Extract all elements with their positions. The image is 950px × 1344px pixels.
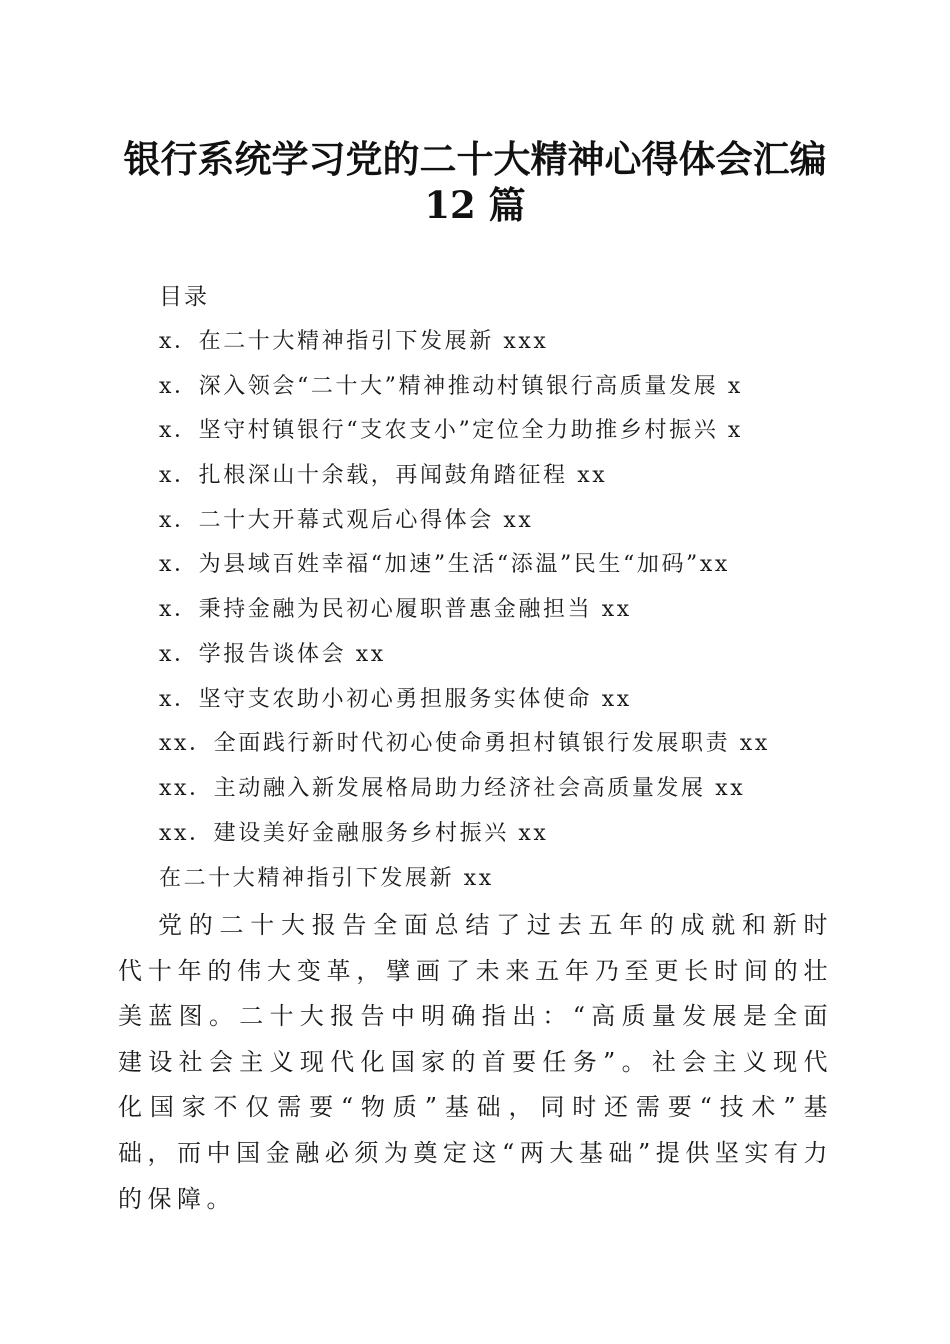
toc-item: xx．主动融入新发展格局助力经济社会高质量发展 xx <box>159 775 746 801</box>
toc-heading: 目录 <box>159 284 209 310</box>
body-paragraph: 党的二十大报告全面总结了过去五年的成就和新时代十年的伟大变革，擘画了未来五年乃至更长时间的壮美蓝图。二十大报告中明确指出：“高质量发展是全面建设社会主义现代化国家的首要任务”。社会主义现代化国家不仅需要“物质”基础，同时还需要“技术”基础，而中国金融必须为奠定这“两大基础”提供坚实有力的保障。 <box>118 911 833 1213</box>
toc-item: x．秉持金融为民初心履职普惠金融担当 xx <box>159 597 632 623</box>
toc-item: x．深入领会“二十大”精神推动村镇银行高质量发展 x <box>159 373 743 399</box>
document-title-count: 12 篇 <box>424 183 526 227</box>
toc-item: x．二十大开幕式观后心得体会 xx <box>159 507 534 533</box>
toc-item: x．扎根深山十余载，再闻鼓角踏征程 xx <box>159 463 608 489</box>
toc-item: xx．全面践行新时代初心使命勇担村镇银行发展职责 xx <box>159 731 770 757</box>
section-heading: 在二十大精神指引下发展新 xx <box>159 866 494 891</box>
table-of-contents <box>159 326 770 862</box>
toc-item: x．坚守支农助小初心勇担服务实体使命 xx <box>159 686 632 712</box>
toc-item: xx．建设美好金融服务乡村振兴 xx <box>159 820 549 846</box>
toc-item: x．为县域百姓幸福“加速”生活“添温”民生“加码”xx <box>159 552 730 578</box>
document-title: 银行系统学习党的二十大精神心得体会汇编 <box>123 137 827 181</box>
toc-item: x．在二十大精神指引下发展新 xxx <box>159 329 549 354</box>
toc-item: x．坚守村镇银行“支农支小”定位全力助推乡村振兴 x <box>159 418 743 444</box>
toc-item: x．学报告谈体会 xx <box>159 641 386 667</box>
